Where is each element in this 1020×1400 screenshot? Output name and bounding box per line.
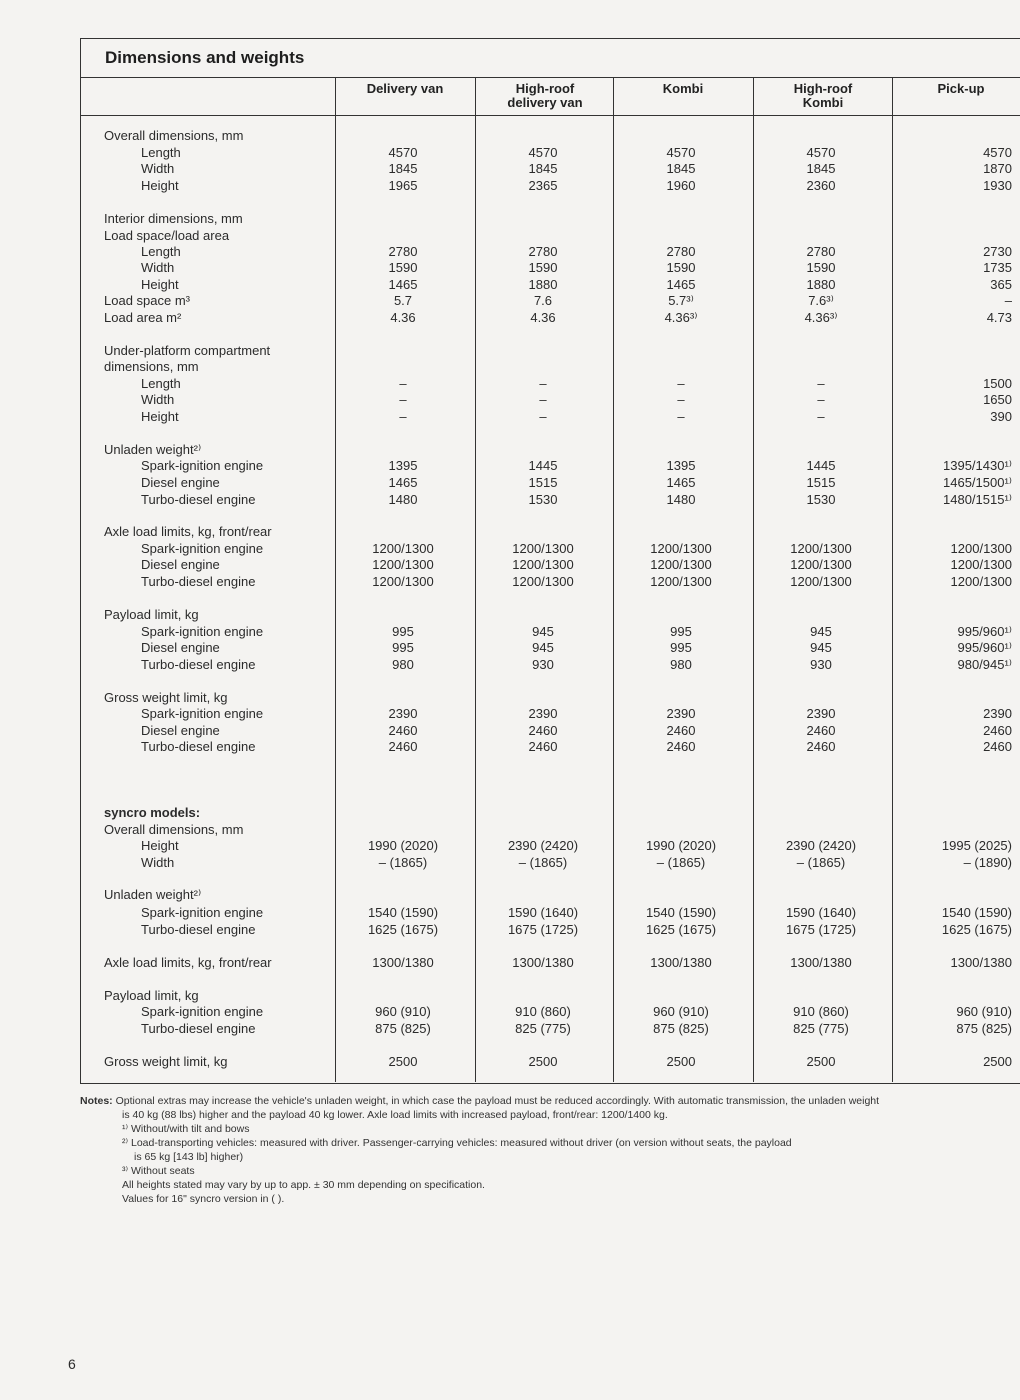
table-cell: 2390: [983, 706, 1012, 721]
row-label: Length: [141, 244, 181, 259]
table-cell: 2730: [983, 244, 1012, 259]
row-label: Height: [141, 409, 179, 424]
table-row: [80, 211, 1020, 228]
table-cell: 2780: [388, 244, 418, 259]
table-cell: 945: [810, 640, 832, 655]
table-cell: 1675 (1725): [785, 922, 857, 937]
table-row: [80, 723, 1020, 740]
row-label: Diesel engine: [141, 640, 220, 655]
table-cell: 4570: [666, 145, 696, 160]
table-cell: –: [817, 409, 825, 424]
table-row: [80, 178, 1020, 195]
row-label: Height: [141, 178, 179, 193]
table-row: [80, 260, 1020, 277]
table-cell: 1880: [806, 277, 836, 292]
table-cell: 4.36: [390, 310, 416, 325]
table-cell: 1590: [806, 260, 836, 275]
row-label: Width: [141, 392, 175, 407]
row-label: dimensions, mm: [104, 359, 199, 374]
table-cell: 945: [810, 624, 832, 639]
footnote-1: ¹⁾ Without/with tilt and bows: [122, 1123, 250, 1135]
table-cell: 1200/1300: [790, 574, 852, 589]
table-row: [80, 161, 1020, 178]
table-cell: 4.73: [986, 310, 1012, 325]
table-cell: 980: [670, 657, 692, 672]
table-cell: 1200/1300: [372, 574, 434, 589]
table-row: [80, 442, 1020, 459]
row-label: Payload limit, kg: [104, 607, 199, 622]
table-cell: – (1865): [656, 855, 706, 870]
table-cell: 1300/1380: [512, 955, 574, 970]
table-cell: 1590 (1640): [507, 905, 579, 920]
table-cell: 980/945¹⁾: [957, 657, 1012, 672]
table-cell: 1515: [806, 475, 836, 490]
row-label: Turbo-diesel engine: [141, 922, 256, 937]
table-cell: 1200/1300: [650, 574, 712, 589]
table-cell: –: [399, 392, 407, 407]
table-cell: 1465: [666, 277, 696, 292]
footnote-3: ³⁾ Without seats: [122, 1165, 195, 1177]
table-row: [80, 409, 1020, 426]
table-cell: 1870: [983, 161, 1012, 176]
table-cell: 2390: [666, 706, 696, 721]
header-divider: [80, 115, 1020, 116]
notes-lead: Notes:: [80, 1095, 113, 1107]
notes-main-cont: is 40 kg (88 lbs) higher and the payload 40 kg lower. Axle load limits with increased payload, front/rear: 1200/1400 kg.: [122, 1109, 668, 1121]
table-cell: 1480/1515¹⁾: [943, 492, 1012, 507]
table-cell: –: [399, 409, 407, 424]
row-label: Overall dimensions, mm: [104, 822, 244, 837]
table-row: [80, 310, 1020, 327]
table-row: [80, 557, 1020, 574]
table-cell: 2460: [806, 723, 836, 738]
footnote-2: ²⁾ Load-transporting vehicles: measured with driver. Passenger-carrying vehicles: measured without driver (on version without seats, the payload: [122, 1137, 792, 1149]
table-cell: 2365: [528, 178, 558, 193]
table-cell: 1300/1380: [790, 955, 852, 970]
table-cell: 365: [990, 277, 1012, 292]
table-row: [80, 805, 1020, 822]
table-cell: –: [817, 392, 825, 407]
table-cell: 945: [532, 640, 554, 655]
table-cell: 1530: [806, 492, 836, 507]
table-cell: 995: [392, 640, 414, 655]
table-cell: 930: [810, 657, 832, 672]
table-cell: 1300/1380: [650, 955, 712, 970]
table-row: [80, 988, 1020, 1005]
notes-block: [80, 1094, 985, 1206]
title-divider: [80, 77, 1020, 78]
row-label: Overall dimensions, mm: [104, 128, 244, 143]
table-cell: 2460: [528, 739, 558, 754]
table-row: [80, 541, 1020, 558]
table-cell: 945: [532, 624, 554, 639]
table-cell: 2390: [528, 706, 558, 721]
table-cell: –: [539, 409, 547, 424]
table-cell: 1845: [806, 161, 836, 176]
table-cell: 1590: [528, 260, 558, 275]
table-row: [80, 244, 1020, 261]
row-label: Spark-ignition engine: [141, 706, 264, 721]
table-cell: 995: [670, 640, 692, 655]
table-cell: 1200/1300: [650, 541, 712, 556]
table-cell: 1200/1300: [512, 541, 574, 556]
table-cell: 910 (860): [515, 1004, 571, 1019]
row-label: Load area m²: [104, 310, 182, 325]
table-cell: 1200/1300: [512, 557, 574, 572]
table-cell: 875 (825): [653, 1021, 709, 1036]
table-cell: 2390 (2420): [785, 838, 857, 853]
notes-heights: All heights stated may vary by up to app. ± 30 mm depending on specification.: [122, 1179, 485, 1191]
row-label: Spark-ignition engine: [141, 541, 264, 556]
table-cell: – (1865): [518, 855, 568, 870]
table-cell: – (1865): [378, 855, 428, 870]
table-cell: 2360: [806, 178, 836, 193]
notes-main-text: Optional extras may increase the vehicle's unladen weight, in which case the payload must be reduced accordingly. With automatic transmission, the unladen weight: [115, 1095, 880, 1107]
table-cell: 1845: [388, 161, 418, 176]
table-cell: 1735: [983, 260, 1012, 275]
table-cell: 910 (860): [793, 1004, 849, 1019]
table-cell: 2390 (2420): [507, 838, 579, 853]
table-cell: 2460: [666, 739, 696, 754]
table-row: [80, 607, 1020, 624]
table-cell: 1625 (1675): [367, 922, 439, 937]
table-cell: 1465: [388, 475, 418, 490]
row-label: Length: [141, 145, 181, 160]
table-cell: 1465: [388, 277, 418, 292]
table-cell: 1395: [666, 458, 696, 473]
table-cell: –: [539, 392, 547, 407]
table-cell: 2500: [806, 1054, 836, 1069]
table-cell: 1200/1300: [372, 557, 434, 572]
table-cell: 2390: [806, 706, 836, 721]
column-header-kombi: Kombi: [662, 81, 704, 96]
table-cell: 960 (910): [375, 1004, 431, 1019]
table-cell: 960 (910): [653, 1004, 709, 1019]
table-cell: 1300/1380: [372, 955, 434, 970]
table-cell: 1395: [388, 458, 418, 473]
table-row: [80, 739, 1020, 756]
table-row: [80, 1021, 1020, 1038]
table-cell: 2460: [388, 739, 418, 754]
table-cell: 1200/1300: [650, 557, 712, 572]
table-cell: 1590: [666, 260, 696, 275]
table-row: [80, 1004, 1020, 1021]
row-label: Spark-ignition engine: [141, 1004, 264, 1019]
table-cell: 2460: [983, 739, 1012, 754]
table-cell: 2460: [983, 723, 1012, 738]
table-row: [80, 293, 1020, 310]
table-cell: 7.6³⁾: [808, 293, 834, 308]
row-label: Diesel engine: [141, 475, 220, 490]
table-cell: 1590 (1640): [785, 905, 857, 920]
row-label: Unladen weight²⁾: [104, 887, 202, 902]
table-cell: 1965: [388, 178, 418, 193]
table-row: [80, 524, 1020, 541]
table-cell: 1990 (2020): [645, 838, 717, 853]
table-cell: 4570: [806, 145, 836, 160]
row-label: Spark-ignition engine: [141, 624, 264, 639]
table-cell: 2460: [666, 723, 696, 738]
table-cell: 2500: [388, 1054, 418, 1069]
row-label: Height: [141, 838, 179, 853]
table-cell: 4.36³⁾: [664, 310, 698, 325]
table-cell: 1880: [528, 277, 558, 292]
column-header-high-roof-kombi: High-roof Kombi: [793, 81, 853, 110]
table-cell: 1540 (1590): [941, 905, 1012, 920]
table-cell: 1625 (1675): [645, 922, 717, 937]
table-cell: 960 (910): [956, 1004, 1012, 1019]
table-row: [80, 657, 1020, 674]
table-cell: 1445: [528, 458, 558, 473]
table-cell: 995: [670, 624, 692, 639]
table-cell: 1200/1300: [950, 557, 1012, 572]
table-row: [80, 359, 1020, 376]
table-cell: 1650: [983, 392, 1012, 407]
table-cell: 1465/1500¹⁾: [943, 475, 1012, 490]
table-row: [80, 145, 1020, 162]
table-row: [80, 458, 1020, 475]
table-cell: 1465: [666, 475, 696, 490]
table-cell: 5.7: [393, 293, 413, 308]
table-cell: 1625 (1675): [941, 922, 1012, 937]
footnote-2-cont: is 65 kg [143 lb] higher): [134, 1151, 244, 1163]
row-label: Turbo-diesel engine: [141, 1021, 256, 1036]
table-cell: 1530: [528, 492, 558, 507]
row-label: Height: [141, 277, 179, 292]
table-cell: –: [677, 376, 685, 391]
table-cell: 825 (775): [515, 1021, 571, 1036]
table-cell: 390: [990, 409, 1012, 424]
table-title: Dimensions and weights: [105, 48, 305, 67]
table-cell: 1395/1430¹⁾: [943, 458, 1012, 473]
table-cell: 2390: [388, 706, 418, 721]
table-cell: 875 (825): [375, 1021, 431, 1036]
table-cell: –: [677, 392, 685, 407]
table-cell: 5.7³⁾: [668, 293, 694, 308]
table-row: [80, 492, 1020, 509]
table-cell: 4570: [983, 145, 1012, 160]
table-row: [80, 640, 1020, 657]
table-row: [80, 855, 1020, 872]
table-row: [80, 690, 1020, 707]
row-label: Turbo-diesel engine: [141, 574, 256, 589]
specs-table: [80, 38, 1020, 1082]
row-label: Diesel engine: [141, 723, 220, 738]
table-cell: 4.36³⁾: [804, 310, 838, 325]
table-cell: 2780: [806, 244, 836, 259]
row-label: Gross weight limit, kg: [104, 690, 228, 705]
row-label: Turbo-diesel engine: [141, 492, 256, 507]
table-row: [80, 128, 1020, 145]
table-cell: 2460: [528, 723, 558, 738]
table-cell: 2500: [983, 1054, 1012, 1069]
table-cell: 1995 (2025): [941, 838, 1012, 853]
table-cell: 1200/1300: [950, 541, 1012, 556]
table-cell: 7.6: [533, 293, 553, 308]
notes-main: [80, 1094, 985, 1108]
table-cell: –: [1004, 293, 1012, 308]
row-label: Interior dimensions, mm: [104, 211, 243, 226]
table-row: [80, 706, 1020, 723]
table-cell: 1540 (1590): [645, 905, 717, 920]
table-row: [80, 838, 1020, 855]
row-label: Width: [141, 260, 175, 275]
table-cell: 1515: [528, 475, 558, 490]
table-row: [80, 822, 1020, 839]
table-row: [80, 343, 1020, 360]
column-header-pick-up: Pick-up: [937, 81, 985, 96]
row-label: Length: [141, 376, 181, 391]
table-cell: 825 (775): [793, 1021, 849, 1036]
table-cell: 1200/1300: [372, 541, 434, 556]
table-row: [80, 955, 1020, 972]
table-cell: 2780: [528, 244, 558, 259]
column-header-delivery-van: Delivery van: [366, 81, 444, 96]
table-cell: –: [677, 409, 685, 424]
table-cell: 1845: [666, 161, 696, 176]
table-cell: 4570: [388, 145, 418, 160]
table-cell: 1200/1300: [790, 557, 852, 572]
table-cell: 1200/1300: [512, 574, 574, 589]
table-cell: –: [817, 376, 825, 391]
table-row: [80, 624, 1020, 641]
column-header-high-roof-delivery-van: High-roof delivery van: [507, 81, 583, 110]
table-cell: 4.36: [530, 310, 556, 325]
table-row: [80, 475, 1020, 492]
table-cell: – (1865): [796, 855, 846, 870]
table-cell: 1500: [983, 376, 1012, 391]
table-cell: 1590: [388, 260, 418, 275]
table-cell: –: [399, 376, 407, 391]
table-cell: 1445: [806, 458, 836, 473]
table-cell: 1990 (2020): [367, 838, 439, 853]
table-row: [80, 905, 1020, 922]
row-label: Load space m³: [104, 293, 190, 308]
table-cell: 2500: [528, 1054, 558, 1069]
table-row: [80, 277, 1020, 294]
table-cell: 930: [532, 657, 554, 672]
table-cell: 995/960¹⁾: [957, 624, 1012, 639]
table-cell: 1200/1300: [790, 541, 852, 556]
table-cell: 1200/1300: [950, 574, 1012, 589]
row-label: Turbo-diesel engine: [141, 739, 256, 754]
page-number: 6: [68, 1356, 76, 1372]
table-cell: 995: [392, 624, 414, 639]
table-cell: 4570: [528, 145, 558, 160]
table-cell: 2460: [388, 723, 418, 738]
table-cell: 980: [392, 657, 414, 672]
row-label: Axle load limits, kg, front/rear: [104, 955, 272, 970]
table-cell: 875 (825): [956, 1021, 1012, 1036]
table-row: [80, 887, 1020, 904]
row-label: Spark-ignition engine: [141, 458, 264, 473]
table-cell: 1540 (1590): [367, 905, 439, 920]
table-row: [80, 574, 1020, 591]
row-label: Gross weight limit, kg: [104, 1054, 228, 1069]
row-label: Under-platform compartment: [104, 343, 271, 358]
table-cell: 1480: [666, 492, 696, 507]
table-cell: – (1890): [963, 855, 1012, 870]
table-cell: 2780: [666, 244, 696, 259]
row-label: Load space/load area: [104, 228, 230, 243]
row-label: syncro models:: [104, 805, 201, 820]
table-row: [80, 392, 1020, 409]
row-label: Width: [141, 855, 175, 870]
table-row: [80, 922, 1020, 939]
table-cell: –: [539, 376, 547, 391]
table-row: [80, 376, 1020, 393]
table-cell: 1675 (1725): [507, 922, 579, 937]
row-label: Width: [141, 161, 175, 176]
table-cell: 1300/1380: [950, 955, 1012, 970]
table-cell: 995/960¹⁾: [957, 640, 1012, 655]
table-cell: 1480: [388, 492, 418, 507]
row-label: Payload limit, kg: [104, 988, 199, 1003]
row-label: Axle load limits, kg, front/rear: [104, 524, 272, 539]
row-label: Spark-ignition engine: [141, 905, 264, 920]
row-label: Unladen weight²⁾: [104, 442, 202, 457]
table-cell: 1930: [983, 178, 1012, 193]
table-cell: 1845: [528, 161, 558, 176]
row-label: Turbo-diesel engine: [141, 657, 256, 672]
table-cell: 1960: [666, 178, 696, 193]
table-cell: 2460: [806, 739, 836, 754]
notes-syncro: Values for 16" syncro version in ( ).: [122, 1193, 285, 1205]
row-label: Diesel engine: [141, 557, 220, 572]
table-row: [80, 228, 1020, 245]
table-cell: 2500: [666, 1054, 696, 1069]
table-row: [80, 1054, 1020, 1071]
